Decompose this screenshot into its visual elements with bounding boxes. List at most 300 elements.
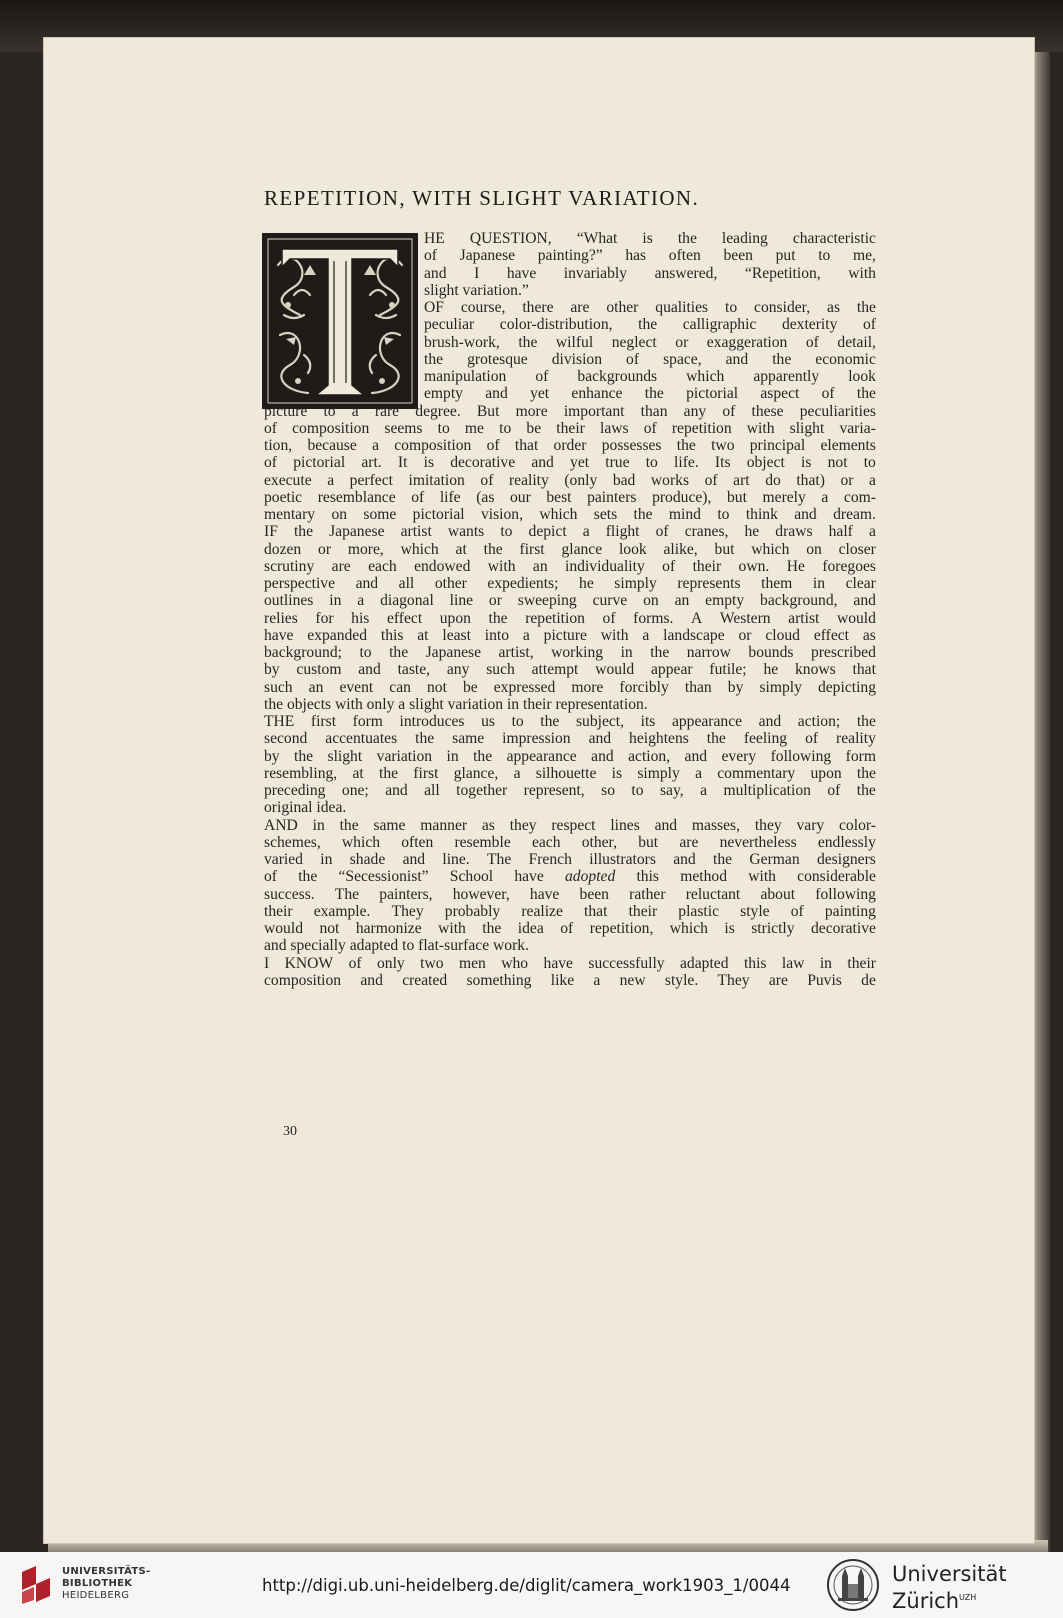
text-line xyxy=(264,937,876,954)
word: The xyxy=(487,851,512,868)
word: manner xyxy=(420,816,468,834)
word: the xyxy=(540,713,560,730)
word: to xyxy=(359,644,372,661)
word: created xyxy=(402,971,448,989)
word: or xyxy=(738,626,752,644)
word: variation xyxy=(376,747,433,765)
word: of xyxy=(560,920,574,937)
text-line xyxy=(264,454,876,471)
word: important xyxy=(563,402,625,420)
word: a xyxy=(869,471,876,489)
word: resemblance xyxy=(317,488,396,506)
word: the xyxy=(706,730,726,748)
word: by xyxy=(264,747,280,765)
word: represent, xyxy=(523,782,585,799)
word: say, xyxy=(659,782,684,799)
word: feeling xyxy=(743,730,788,748)
word: elements xyxy=(820,437,876,454)
word: of xyxy=(348,954,362,972)
word: and xyxy=(531,454,554,472)
word: to xyxy=(500,523,513,541)
word: QUESTION, xyxy=(469,230,552,247)
word: more xyxy=(515,402,548,420)
word: or xyxy=(318,540,332,558)
word: such xyxy=(486,661,515,679)
word: their xyxy=(847,954,876,972)
word: have xyxy=(506,264,537,282)
word: bounds xyxy=(748,644,794,661)
word: each xyxy=(531,833,561,851)
word: to xyxy=(645,454,658,472)
word: seems xyxy=(384,419,423,437)
word: picture xyxy=(543,626,587,644)
word: impression xyxy=(502,730,571,748)
word: some xyxy=(363,506,397,523)
word: perfect xyxy=(349,471,393,489)
text-line xyxy=(424,351,876,368)
word: artist, xyxy=(498,644,534,661)
word: this xyxy=(636,868,659,886)
word: in xyxy=(819,954,832,972)
word: think xyxy=(745,506,778,523)
word: of xyxy=(535,368,549,385)
word: the xyxy=(644,385,664,403)
word: form xyxy=(352,713,383,730)
word: the xyxy=(488,609,508,627)
word: A xyxy=(691,609,703,627)
word: and xyxy=(355,575,379,592)
word: execute xyxy=(264,471,312,489)
word: who xyxy=(501,954,529,972)
word: same xyxy=(452,730,485,748)
word: a xyxy=(695,764,702,782)
word: prescribed xyxy=(810,644,876,661)
word: considerable xyxy=(797,868,876,886)
word: put xyxy=(775,247,796,265)
word: Western xyxy=(719,609,771,627)
word: life xyxy=(439,488,461,506)
text-line xyxy=(424,247,876,264)
word: outlines xyxy=(264,592,314,610)
heidelberg-library-logo-icon xyxy=(16,1564,56,1604)
text-line xyxy=(264,955,876,972)
word: a xyxy=(327,471,335,489)
word: resemble xyxy=(454,833,511,851)
word: of xyxy=(424,247,437,265)
word: the xyxy=(856,713,876,730)
word: depict xyxy=(528,523,567,541)
word: wants xyxy=(447,523,485,541)
word: preceding xyxy=(264,782,326,799)
word: enhance xyxy=(571,385,623,403)
word: same xyxy=(373,816,406,834)
word: an xyxy=(674,592,690,610)
text-line xyxy=(424,334,876,351)
word: often xyxy=(401,833,434,851)
word: the xyxy=(676,437,696,454)
word: on xyxy=(331,506,348,523)
word: event xyxy=(339,678,374,696)
text-line xyxy=(264,610,876,627)
word: It xyxy=(397,454,408,472)
word: and xyxy=(758,713,782,730)
word: any xyxy=(683,402,707,420)
word: answered, xyxy=(654,264,718,282)
word: peculiarities xyxy=(799,402,876,420)
word: to xyxy=(725,299,738,316)
word: often xyxy=(668,247,701,265)
word: not xyxy=(827,454,848,472)
word: of xyxy=(722,402,736,420)
word: expedients; xyxy=(487,575,559,592)
source-url[interactable]: http://digi.ub.uni-heidelberg.de/diglit/camera_work1903_1/0044 xyxy=(262,1576,791,1595)
word: principal xyxy=(749,437,806,454)
word: multiplication xyxy=(723,782,811,799)
word: the xyxy=(650,644,670,661)
word: and xyxy=(358,661,381,679)
word: But xyxy=(476,402,500,420)
word: are xyxy=(570,299,590,316)
word: depicting xyxy=(817,678,876,696)
word: degree. xyxy=(415,402,461,420)
word: method xyxy=(680,868,727,886)
text-line xyxy=(424,230,876,247)
word: the xyxy=(518,333,538,351)
word: glance, xyxy=(453,764,499,782)
word: a xyxy=(351,402,359,420)
word: like xyxy=(550,971,575,989)
word: is xyxy=(801,454,812,472)
word: invariably xyxy=(563,264,628,282)
word: pictorial xyxy=(412,506,465,523)
zurich-university-seal-icon xyxy=(826,1558,880,1612)
text-line xyxy=(264,886,876,903)
word: THE xyxy=(264,713,295,730)
word: dream. xyxy=(833,506,876,523)
word: other, xyxy=(581,833,618,851)
word: of xyxy=(626,350,640,368)
word: the xyxy=(677,230,697,247)
word: alike, xyxy=(663,540,698,558)
word: to xyxy=(323,402,336,420)
word: but xyxy=(714,540,735,558)
word: been xyxy=(723,247,753,265)
word: the xyxy=(293,523,314,541)
word: and xyxy=(725,350,749,368)
word: not xyxy=(426,678,447,696)
word: diagonal xyxy=(380,592,434,610)
word: OF xyxy=(424,299,444,316)
text-line xyxy=(264,592,876,609)
word: life. xyxy=(674,454,699,472)
text-line xyxy=(424,265,876,282)
word: which xyxy=(539,506,578,523)
word: to xyxy=(511,713,524,730)
word: the xyxy=(378,764,399,782)
word: painters, xyxy=(379,885,433,903)
word: He xyxy=(786,557,805,575)
word: as xyxy=(827,299,841,316)
word: our xyxy=(509,488,531,506)
word: us xyxy=(481,713,495,730)
word: and xyxy=(673,851,696,868)
word: they xyxy=(754,816,782,834)
word: have xyxy=(543,954,573,972)
text-line xyxy=(424,282,876,299)
word: its xyxy=(640,713,656,730)
word: can xyxy=(389,678,411,696)
word: peculiar xyxy=(424,316,475,334)
word: (as xyxy=(476,488,495,506)
word: do xyxy=(765,471,781,489)
word: course, xyxy=(460,299,506,316)
word: form xyxy=(845,747,876,765)
word: only xyxy=(376,954,405,972)
word: me xyxy=(464,419,484,437)
word: I xyxy=(474,264,480,282)
word: as xyxy=(481,816,495,834)
word: following xyxy=(815,885,876,903)
word: empty xyxy=(424,385,463,403)
word: mind xyxy=(668,506,701,523)
word: so xyxy=(601,782,615,799)
word: every xyxy=(721,747,757,765)
word: into xyxy=(484,626,510,644)
word: and xyxy=(385,782,408,799)
word: endowed xyxy=(414,557,471,575)
word: composition xyxy=(292,419,370,437)
word: men xyxy=(458,954,486,972)
word: perspective xyxy=(264,575,336,592)
word: be xyxy=(462,678,478,696)
word: produce), xyxy=(652,488,712,506)
word: this xyxy=(743,954,767,972)
word: is xyxy=(611,764,623,782)
word: taste, xyxy=(397,661,431,679)
word: of xyxy=(805,730,819,748)
word: glance xyxy=(561,540,603,558)
word: which xyxy=(400,540,439,558)
word: second xyxy=(264,730,308,748)
word: as xyxy=(862,626,876,644)
word: detail, xyxy=(837,333,876,351)
text-line xyxy=(264,506,876,523)
word: appearance xyxy=(671,713,743,730)
word: their xyxy=(264,902,293,920)
text-line xyxy=(264,972,876,989)
word: in xyxy=(320,851,333,868)
word: is xyxy=(423,454,435,472)
word: there xyxy=(522,299,554,316)
word: or xyxy=(675,333,689,351)
word: he xyxy=(579,575,594,592)
word: than xyxy=(640,402,668,420)
word: than xyxy=(684,678,712,696)
word: line xyxy=(449,592,474,610)
word: object xyxy=(746,454,785,472)
word: brush-work, xyxy=(424,333,500,351)
word: of xyxy=(264,454,277,472)
word: and xyxy=(424,264,447,282)
word: adopted xyxy=(565,868,616,886)
word: knows xyxy=(794,661,836,679)
word: or xyxy=(488,592,502,610)
text-line xyxy=(264,575,876,592)
word: simply xyxy=(637,764,680,782)
word: landscape xyxy=(663,626,725,644)
word: first xyxy=(310,713,337,730)
word: a xyxy=(582,523,590,541)
word: backgrounds xyxy=(577,368,658,385)
word: in xyxy=(812,575,825,592)
text-line xyxy=(264,851,876,868)
word: upon xyxy=(439,609,471,627)
word: realize xyxy=(521,902,563,920)
word: to xyxy=(717,506,730,523)
word: slight xyxy=(327,747,363,765)
text-line xyxy=(264,868,876,885)
word: at xyxy=(352,764,364,782)
word: background, xyxy=(760,592,838,610)
word: draws xyxy=(775,523,813,541)
word: half xyxy=(828,523,853,541)
word: idea xyxy=(517,920,544,937)
word: with xyxy=(438,920,466,937)
word: on xyxy=(643,592,659,610)
word: poetic xyxy=(264,488,303,506)
word: example. xyxy=(313,902,371,920)
text-line xyxy=(264,903,876,920)
word: rare xyxy=(374,402,400,420)
word: AND xyxy=(264,816,298,834)
word: repetition, xyxy=(589,920,654,937)
word: nevertheless xyxy=(719,833,797,851)
word: or xyxy=(840,471,854,489)
word: at xyxy=(417,626,429,644)
word: the xyxy=(473,747,493,765)
word: is xyxy=(724,920,735,937)
word: picture xyxy=(264,402,308,420)
word: sets xyxy=(593,506,618,523)
word: action; xyxy=(797,713,841,730)
word: to xyxy=(631,782,644,799)
word: background; xyxy=(264,644,342,661)
word: merely xyxy=(762,488,806,506)
word: yet xyxy=(530,385,550,403)
word: “Repetition, xyxy=(744,264,821,282)
word: probably xyxy=(444,902,501,920)
word: German xyxy=(749,851,800,868)
text-line xyxy=(264,472,876,489)
word: varia- xyxy=(839,419,876,437)
word: not xyxy=(319,920,340,937)
word: manipulation xyxy=(424,368,507,385)
word: bad xyxy=(612,471,636,489)
word: but xyxy=(638,833,659,851)
word: empty xyxy=(705,592,745,610)
text-line xyxy=(264,713,876,730)
word: the xyxy=(856,764,876,782)
word: have xyxy=(514,868,544,886)
word: division xyxy=(551,350,603,368)
word: been xyxy=(579,885,609,903)
word: designers xyxy=(816,851,876,868)
word: I xyxy=(264,954,270,972)
word: grotesque xyxy=(467,350,528,368)
word: They xyxy=(391,902,424,920)
word: which xyxy=(751,540,790,558)
word: and xyxy=(591,747,614,765)
word: repetition xyxy=(671,419,732,437)
word: but xyxy=(726,488,747,506)
text-line xyxy=(264,817,876,834)
word: narrow xyxy=(686,644,731,661)
word: a xyxy=(868,523,876,541)
word: and specially adapted to flat-surface work. xyxy=(264,937,529,955)
library-name: UNIVERSITÄTS- BIBLIOTHEK HEIDELBERG xyxy=(62,1566,151,1601)
word: own. xyxy=(738,557,770,575)
word: in xyxy=(446,747,459,765)
word: appear xyxy=(651,661,693,679)
word: and xyxy=(402,851,426,868)
word: of xyxy=(643,419,657,437)
word: a xyxy=(593,971,601,989)
word: the xyxy=(298,868,318,886)
word: expanded xyxy=(307,626,368,644)
text-line xyxy=(264,782,876,799)
word: attempt xyxy=(531,661,579,679)
word: such xyxy=(264,678,293,696)
word: decorative xyxy=(450,454,516,472)
word: their xyxy=(692,557,722,575)
text-line xyxy=(424,316,876,333)
word: reluctant xyxy=(685,885,741,903)
word: that xyxy=(584,902,608,920)
word: in xyxy=(620,644,633,661)
word: me, xyxy=(852,247,876,265)
word: the xyxy=(389,644,409,661)
word: successfully xyxy=(588,954,665,972)
word: something xyxy=(466,971,532,989)
word: vary xyxy=(796,816,825,834)
word: their xyxy=(628,902,658,920)
word: has xyxy=(625,247,647,265)
word: the xyxy=(415,730,435,748)
word: “What xyxy=(576,230,618,247)
word: of xyxy=(704,471,718,489)
word: subject, xyxy=(575,713,625,730)
word: the xyxy=(713,851,733,868)
word: at xyxy=(455,540,467,558)
word: tion, xyxy=(264,437,293,454)
word: simply xyxy=(614,575,657,592)
word: are xyxy=(768,971,788,989)
word: best xyxy=(546,488,572,506)
word: effect xyxy=(386,609,423,627)
word: space, xyxy=(663,350,702,368)
word: however, xyxy=(452,885,510,903)
word: individuality xyxy=(565,557,645,575)
word: exaggeration xyxy=(706,333,788,351)
word: for xyxy=(315,609,334,627)
word: calligraphic xyxy=(682,316,757,334)
word: the xyxy=(772,350,792,368)
word: the xyxy=(856,299,876,316)
word: art. xyxy=(361,454,382,472)
word: and xyxy=(654,816,678,834)
word: about xyxy=(760,885,796,903)
word: The xyxy=(334,885,360,903)
